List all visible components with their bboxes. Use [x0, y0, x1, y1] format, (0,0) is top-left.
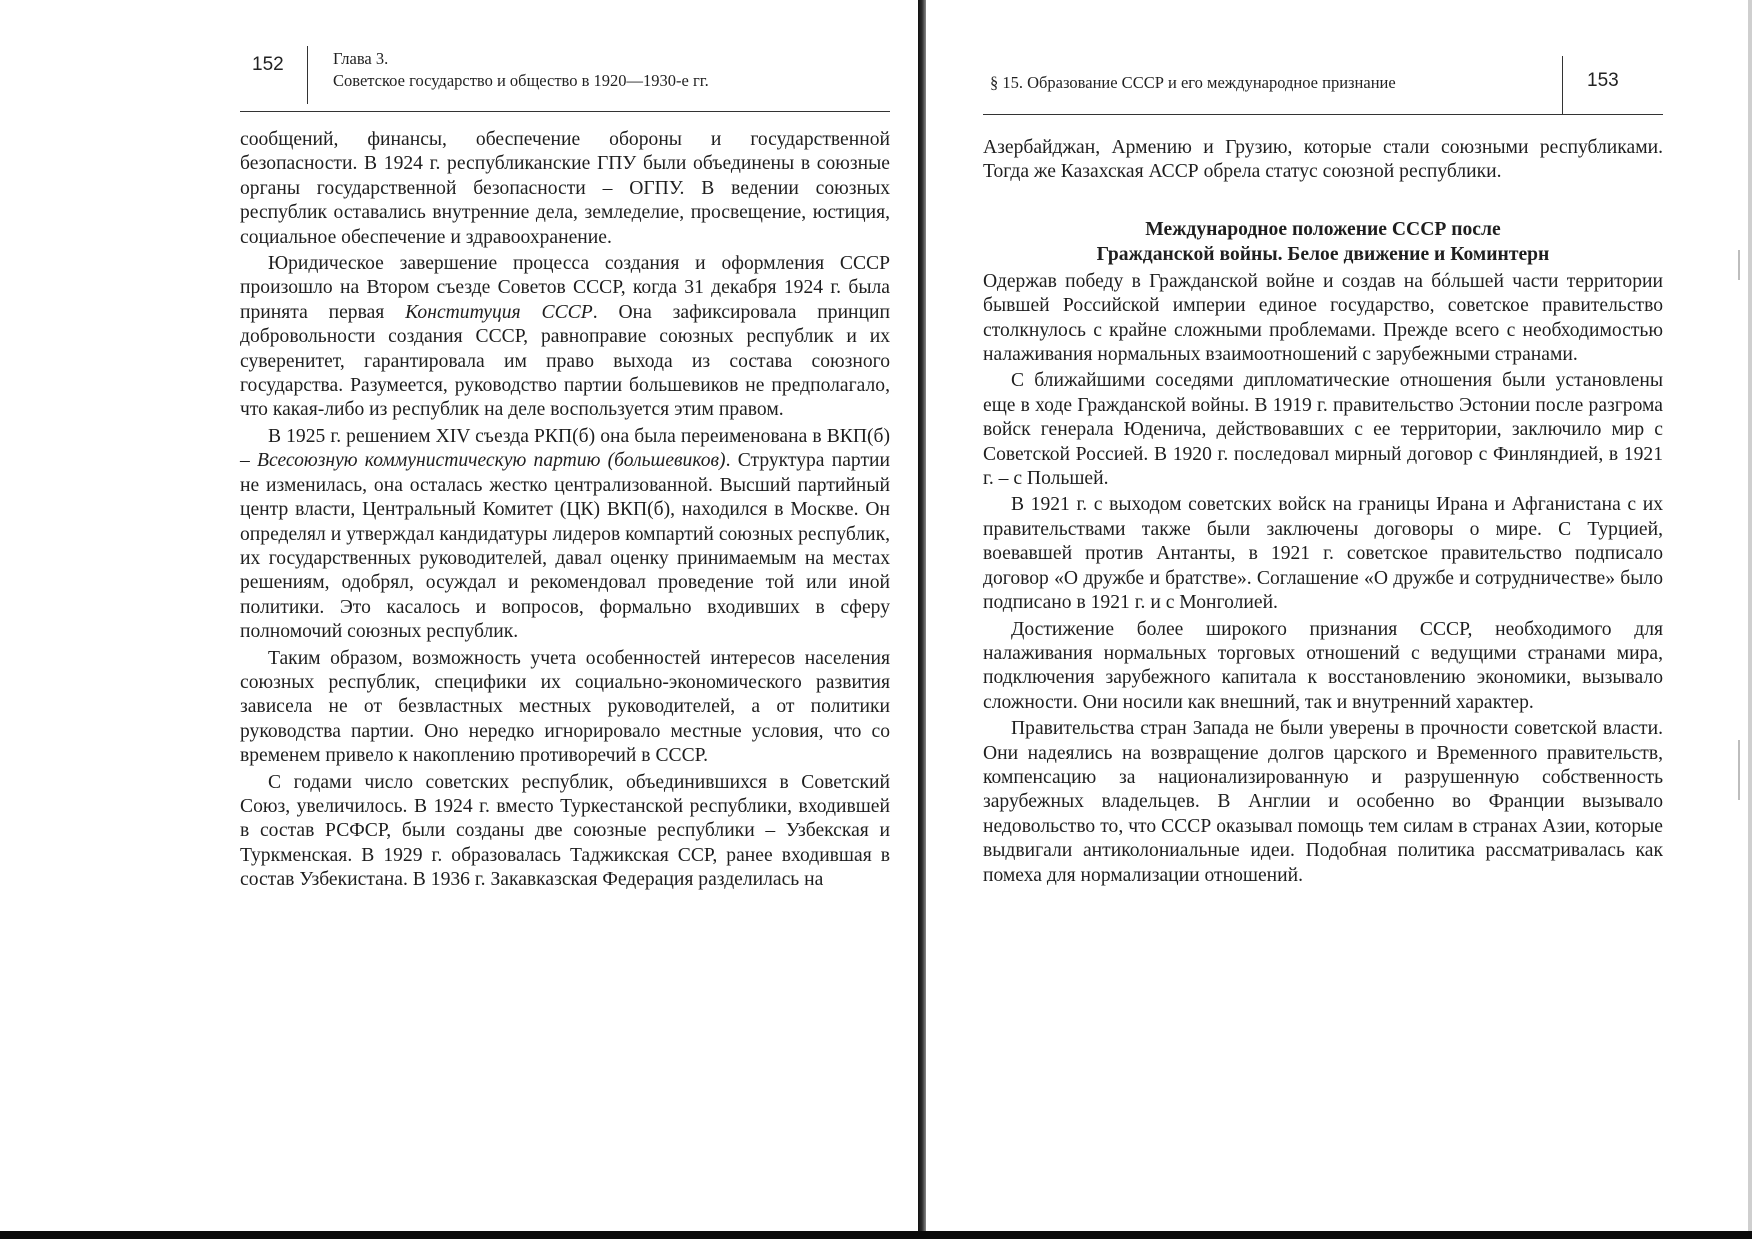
running-head-title: Советское государство и общество в 1920—1930-е гг.	[333, 71, 709, 90]
paragraph: сообщений, финансы, обеспечение обороны и государственной безопасности. В 1924 г. республиканские ГПУ были объединены в союзные органы государственной безопасности – ОГПУ. В ведении союзных республик оставались внутренние дела, земледелие, просвещение, юстиция, социальное обеспечение и здравоохранение.	[240, 129, 890, 248]
paragraph-text: . Структура партии не изменилась, она осталась жестко централизованной. Высший партийный центр власти, Центральный Комитет (ЦК) ВКП(б), находился в Москве. Он определял и утверждал кандидатуры лидеров компартий союзных республик, их государственных руководителей, давал оценку принимаемым на местах решениям, одобрял, осуждал и рекомендовал проведение той или иной политики. Это касалось и вопросов, формально входивших в сферу полномочий союзных республик.	[240, 450, 890, 643]
paragraph: С ближайшими соседями дипломатические отношения были установлены еще в ходе Гражданской войны. В 1919 г. правительство Эстонии после разгрома войск генерала Юденича, действовавших с ее территории, заключило мир с Советской Россией. В 1920 г. последовал мирный договор с Финляндией, в 1921 г. – с Польшей.	[983, 370, 1663, 490]
right-page	[926, 0, 1748, 1231]
paragraph	[240, 425, 890, 645]
paragraph: Таким образом, возможность учета особенностей интересов населения союзных республик, специфики их социально-экономического развития зависела не от безвластных местных руководителей, а от политики руководства партии. Оно нередко игнорировало местные условия, что со временем привело к накоплению противоречий в СССР.	[240, 647, 890, 767]
running-head-title: § 15. Образование СССР и его международное признание	[990, 73, 1396, 92]
paragraph: Одержав победу в Гражданской войне и создав на бóльшей части территории бывшей Российской империи единое государство, советское правительство столкнулось с крайне сложными проблемами. Прежде всего с необходимостью налаживания нормальных взаимоотношений с зарубежными странами.	[983, 270, 1663, 366]
section-title-line: Гражданской войны. Белое движение и Коминтерн	[1096, 243, 1550, 265]
paragraph	[240, 252, 890, 423]
scan-mark	[1738, 250, 1740, 280]
section-title	[983, 217, 1663, 267]
running-head	[990, 72, 1396, 94]
running-head	[333, 48, 709, 92]
scan-mark	[1738, 740, 1740, 800]
paragraph: Азербайджан, Армению и Грузию, которые стали союзными республиками. Тогда же Казахская АССР обрела статус союзной республики.	[983, 137, 1663, 183]
running-head-chapter: Глава 3.	[333, 49, 389, 68]
header-rule	[983, 114, 1663, 115]
scan-edge	[1748, 0, 1752, 1239]
page-number: 152	[252, 54, 284, 75]
book-gutter	[918, 0, 926, 1239]
header-divider	[1562, 56, 1563, 114]
body-text	[983, 136, 1663, 890]
paragraph-text: . Она зафиксировала принцип добровольности создания СССР, равноправие союзных республик и их суверенитет, гарантировала им право выхода из состава союзного государства. Разумеется, руководство партии большевиков не предполагало, что какая-либо из республик на деле воспользуется этим правом.	[240, 301, 890, 421]
term-emphasis: Конституция СССР	[405, 301, 593, 323]
paragraph: С годами число советских республик, объединившихся в Советский Союз, увеличилось. В 1924 г. вместо Туркестанской республики, входившей в состав РСФСР, были созданы две союзные республики – Узбекская и Туркменская. В 1929 г. образовалась Таджикская ССР, ранее входившая в состав Узбекистана. В 1936 г. Закавказская Федерация разделилась на	[240, 771, 890, 891]
scan-bottom-edge	[0, 1231, 1752, 1239]
paragraph-text: Юридическое завершение процесса создания и оформления СССР произошло на Втором съезде Советов СССР, когда 31 декабря 1924 г. была принята первая	[240, 253, 890, 323]
header-divider	[307, 46, 308, 104]
header-rule	[240, 111, 890, 112]
paragraph: Правительства стран Запада не были уверены в прочности советской власти. Они надеялись на возвращение долгов царского и Временного правительств, компенсацию за национализированную и разрушенную собственность зарубежных владельцев. В Англии и особенно во Франции вызывало недовольство то, что СССР оказывал помощь тем силам в странах Азии, которые выдвигали антиколониальные идеи. Подобная политика рассматривалась как помеха для нормализации отношений.	[983, 718, 1663, 886]
paragraph: В 1921 г. с выходом советских войск на границы Ирана и Афганистана с их правительствами также были заключены договоры о мире. С Турцией, воевавшей против Антанты, в 1921 г. советское правительство подписало договор «О дружбе и братстве». Соглашение «О дружбе и сотрудничестве» было подписано в 1921 г. и с Монголией.	[983, 494, 1663, 614]
section-title-line: Международное положение СССР после	[1145, 218, 1501, 240]
body-text	[240, 128, 890, 895]
page-number: 153	[1587, 70, 1619, 91]
paragraph: Достижение более широкого признания СССР, необходимого для налаживания нормальных торговых отношений с ведущими странами мира, подключения зарубежного капитала к восстановлению экономики, вызывало сложности. Они носили как внешний, так и внутренний характер.	[983, 618, 1663, 713]
term-emphasis: Всесоюзную коммунистическую партию (большевиков)	[257, 450, 726, 472]
paragraph-text: В 1925 г. решением XIV съезда РКП(б) она была переименована в ВКП(б) –	[240, 425, 890, 472]
